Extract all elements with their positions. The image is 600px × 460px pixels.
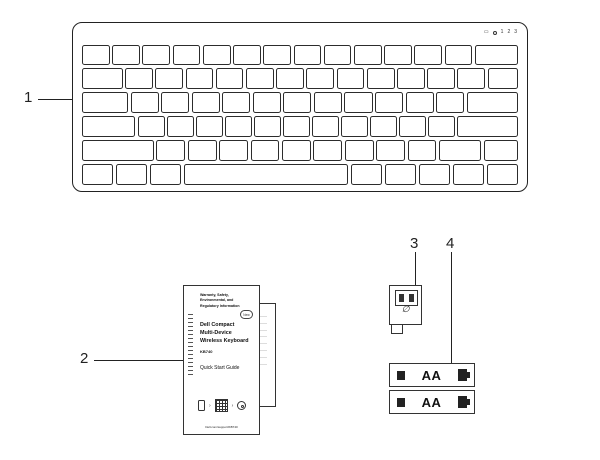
keyboard-key [116,164,147,185]
keyboard-key [370,116,397,137]
document-title-line-3: Wireless Keyboard [200,337,249,344]
keyboard-key [173,45,201,65]
battery-icon: ▭ [483,29,489,35]
keyboard-key [324,45,352,65]
keyboard-key [312,116,339,137]
callout-leader-2 [94,360,183,361]
keyboard-key [82,68,123,89]
keyboard-key [306,68,334,89]
keyboard-key [203,45,231,65]
document-icon-strip [198,399,246,412]
keyboard-key [216,68,244,89]
keyboard-key [156,140,185,161]
keyboard-key [375,92,403,113]
keyboard-key [131,92,159,113]
arrow-icon: › [209,402,211,409]
keyboard-key [282,140,311,161]
battery-label: AA [421,394,442,410]
keyboard-key [233,45,261,65]
keyboard-key [439,140,481,161]
rf-channel-icon: 3 [514,29,517,35]
caps-lock-icon [493,31,497,35]
quick-start-guide-document [183,285,260,435]
usb-receiver-tab [391,325,403,334]
keyboard-key [445,45,473,65]
document-title [200,322,253,345]
bluetooth-channel-1-icon: 1 [500,29,504,35]
keyboard-key [283,92,311,113]
keyboard-key [263,45,291,65]
mobile-phone-icon [198,400,205,411]
callout-number-4: 4 [446,235,455,252]
keyboard-key [167,116,194,137]
document-model-number: KB740 [200,348,213,354]
keyboard-key [344,92,372,113]
keyboard-key [397,68,425,89]
keyboard-status-indicators [484,30,517,35]
document-footer-text: Dell.com/support/KB740 [205,425,238,429]
keyboard-key [283,116,310,137]
keyboard-key [427,68,455,89]
keyboard-key [138,116,165,137]
keyboard-key [222,92,250,113]
keyboard-illustration [72,22,528,192]
keyboard-key [457,116,518,137]
document-warning-text: Warranty, Safety, Environmental, and Regulatory Information [200,293,240,308]
keyboard-key [253,92,281,113]
keyboard-key [313,140,342,161]
keyboard-key [414,45,442,65]
callout-leader-1 [38,99,72,100]
keyboard-key [453,164,484,185]
keyboard-key [436,92,464,113]
keyboard-key [367,68,395,89]
pairing-icon [237,401,246,410]
keyboard-key [196,116,223,137]
usb-receiver-body [389,285,422,325]
document-spine-icon [188,314,193,384]
keyboard-key [82,164,113,185]
keyboard-key [82,140,154,161]
dell-universal-pairing-icon: ∅ [401,304,410,314]
keyboard-key [457,68,485,89]
keyboard-key [188,140,217,161]
keyboard-key [225,116,252,137]
callout-number-2: 2 [80,350,89,367]
keyboard-key [192,92,220,113]
keyboard-key-area [82,45,518,182]
keyboard-key [186,68,214,89]
positive-terminal-icon [458,396,467,408]
keyboard-key [184,164,348,185]
document-title-line-1: Dell Compact [200,322,235,329]
keyboard-key [341,116,368,137]
keyboard-key [345,140,374,161]
keyboard-key [337,68,365,89]
keyboard-key [399,116,426,137]
keyboard-key [82,45,110,65]
keyboard-key [354,45,382,65]
keyboard-key [276,68,304,89]
aa-battery [389,390,475,414]
keyboard-key [428,116,455,137]
keyboard-key [82,92,128,113]
battery-label: AA [421,367,442,383]
keyboard-key [467,92,518,113]
callout-leader-4 [451,252,452,363]
keyboard-key [251,140,280,161]
qr-code-icon [215,399,228,412]
keyboard-key [385,164,416,185]
arrow-icon: › [231,402,234,409]
keyboard-key [314,92,342,113]
bluetooth-channel-2-icon: 2 [507,29,511,35]
callout-leader-3 [415,252,416,285]
aa-battery [389,363,475,387]
keyboard-key [254,116,281,137]
keyboard-key [82,116,135,137]
keyboard-key [150,164,181,185]
keyboard-key [419,164,450,185]
keyboard-key [112,45,140,65]
keyboard-key [246,68,274,89]
keyboard-key [161,92,189,113]
document-title-line-2: Multi-Device [200,330,232,336]
document-badge: New [240,310,253,319]
keyboard-key [408,140,437,161]
positive-terminal-icon [458,369,467,381]
keyboard-key [475,45,518,65]
callout-number-1: 1 [24,89,33,106]
negative-terminal-icon [397,398,405,407]
document-subtitle: Quick Start Guide [200,364,240,371]
keyboard-key [294,45,322,65]
keyboard-key [142,45,170,65]
usb-receiver-illustration [389,285,422,342]
keyboard-key [484,140,518,161]
keyboard-key [125,68,153,89]
callout-number-3: 3 [410,235,419,252]
keyboard-key [406,92,434,113]
keyboard-key [219,140,248,161]
keyboard-key [155,68,183,89]
keyboard-key [376,140,405,161]
keyboard-key [384,45,412,65]
keyboard-key [487,164,518,185]
keyboard-key [351,164,382,185]
negative-terminal-icon [397,371,405,380]
keyboard-key [488,68,518,89]
